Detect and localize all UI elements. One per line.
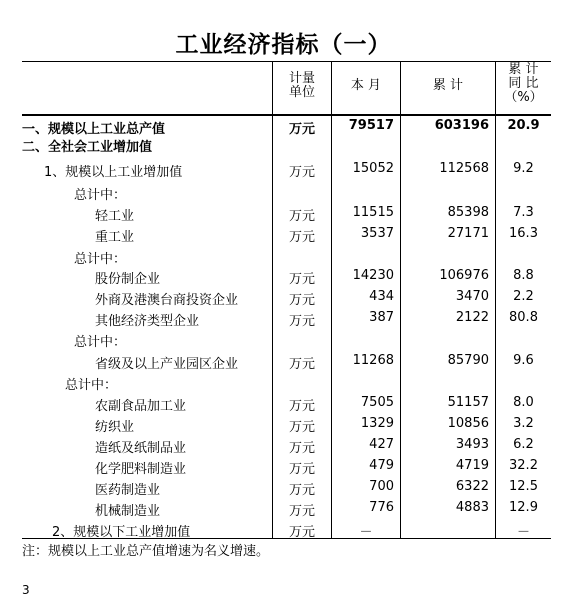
row-month-value: 387 (369, 310, 394, 325)
row-month-value: 14230 (352, 268, 394, 283)
header-yoy-line3: （%） (504, 90, 543, 105)
row-cumulative-value: 603196 (434, 118, 489, 133)
row-label: 股份制企业 (95, 272, 161, 287)
row-unit: 万元 (288, 441, 315, 456)
row-cumulative-value: 85398 (447, 205, 489, 220)
row-unit: 万元 (288, 293, 315, 308)
header-unit-line2: 单位 (288, 85, 315, 100)
row-cumulative-value: 3470 (455, 289, 489, 304)
row-unit: 万元 (288, 462, 315, 477)
row-cumulative-value: 10856 (447, 416, 489, 431)
row-label: 一、规模以上工业总产值 (22, 122, 166, 137)
page-title: 工业经济指标（一） (175, 31, 392, 58)
row-unit: 万元 (288, 504, 315, 519)
row-yoy-value: － (516, 525, 530, 540)
header-yoy (496, 63, 551, 105)
row-label: 轻工业 (95, 209, 135, 224)
row-month-value: 427 (369, 437, 394, 452)
row-month-value: 434 (369, 289, 394, 304)
row-label: 总计中： (74, 188, 127, 203)
footnote: 注：规模以上工业总产值增速为名义增速。 (22, 544, 270, 559)
row-unit: 万元 (288, 420, 315, 435)
row-unit: 万元 (288, 399, 315, 414)
row-unit: 万元 (288, 525, 315, 540)
row-cumulative-value: 85790 (447, 353, 489, 368)
row-cumulative-value: 4719 (455, 458, 489, 473)
row-yoy-value: 2.2 (513, 289, 534, 304)
row-label: 纺织业 (95, 420, 135, 435)
row-label: 2、规模以下工业增加值 (52, 525, 191, 540)
row-label: 二、全社会工业增加值 (22, 140, 153, 155)
row-label: 总计中： (65, 378, 118, 393)
page-number: 3 (22, 583, 30, 597)
row-yoy-value: 8.8 (513, 268, 534, 283)
row-unit: 万元 (288, 272, 315, 287)
row-cumulative-value: 4883 (455, 500, 489, 515)
header-month: 本 月 (350, 78, 382, 93)
header-divider (22, 114, 551, 116)
row-month-value: 15052 (352, 161, 394, 176)
indicator-table (22, 61, 551, 539)
row-label: 造纸及纸制品业 (95, 441, 187, 456)
table-top-border (22, 61, 551, 62)
row-month-value: 479 (369, 458, 394, 473)
row-month-value: 3537 (360, 226, 394, 241)
row-yoy-value: 80.8 (509, 310, 538, 325)
row-label: 化学肥料制造业 (95, 462, 187, 477)
row-cumulative-value: 112568 (439, 161, 489, 176)
row-cumulative-value: 2122 (455, 310, 489, 325)
row-yoy-value: 16.3 (509, 226, 538, 241)
row-yoy-value: 12.5 (509, 479, 538, 494)
row-yoy-value: 20.9 (507, 118, 540, 133)
row-label: 农副食品加工业 (95, 399, 187, 414)
row-label: 1、规模以上工业增加值 (44, 165, 183, 180)
row-yoy-value: 9.6 (513, 353, 534, 368)
row-yoy-value: 8.0 (513, 395, 534, 410)
row-label: 医药制造业 (95, 483, 161, 498)
row-yoy-value: 32.2 (509, 458, 538, 473)
header-unit (274, 72, 330, 100)
row-month-value: 700 (369, 479, 394, 494)
row-unit: 万元 (288, 483, 315, 498)
row-yoy-value: 12.9 (509, 500, 538, 515)
row-label: 重工业 (95, 230, 135, 245)
col-divider-unit (272, 61, 273, 539)
row-cumulative-value: 6322 (455, 479, 489, 494)
row-label: 省级及以上产业园区企业 (95, 357, 239, 372)
row-unit: 万元 (288, 209, 315, 224)
row-unit: 万元 (288, 357, 315, 372)
row-month-value: 7505 (360, 395, 394, 410)
row-cumulative-value: 51157 (447, 395, 489, 410)
row-unit: 万元 (288, 314, 315, 329)
row-month-value: 11515 (352, 205, 394, 220)
header-yoy-line2: 同 比 (508, 76, 539, 91)
row-label: 机械制造业 (95, 504, 161, 519)
row-month-value: 1329 (360, 416, 394, 431)
row-yoy-value: 3.2 (513, 416, 534, 431)
header-yoy-line1: 累 计 (508, 62, 539, 77)
row-month-value: － (359, 525, 373, 540)
row-label: 总计中： (74, 252, 127, 267)
row-unit: 万元 (288, 165, 315, 180)
header-unit-line1: 计量 (288, 71, 315, 86)
row-cumulative-value: 3493 (455, 437, 489, 452)
row-unit: 万元 (288, 230, 315, 245)
row-yoy-value: 7.3 (513, 205, 534, 220)
row-cumulative-value: 106976 (439, 268, 489, 283)
row-yoy-value: 9.2 (513, 161, 534, 176)
row-month-value: 11268 (352, 353, 394, 368)
header-cumulative: 累 计 (432, 78, 464, 93)
row-month-value: 79517 (348, 118, 394, 133)
row-month-value: 776 (369, 500, 394, 515)
row-unit: 万元 (288, 122, 315, 137)
row-yoy-value: 6.2 (513, 437, 534, 452)
row-cumulative-value: 27171 (447, 226, 489, 241)
row-label: 总计中： (74, 335, 127, 350)
row-label: 外商及港澳台商投资企业 (95, 293, 239, 308)
row-label: 其他经济类型企业 (95, 314, 200, 329)
